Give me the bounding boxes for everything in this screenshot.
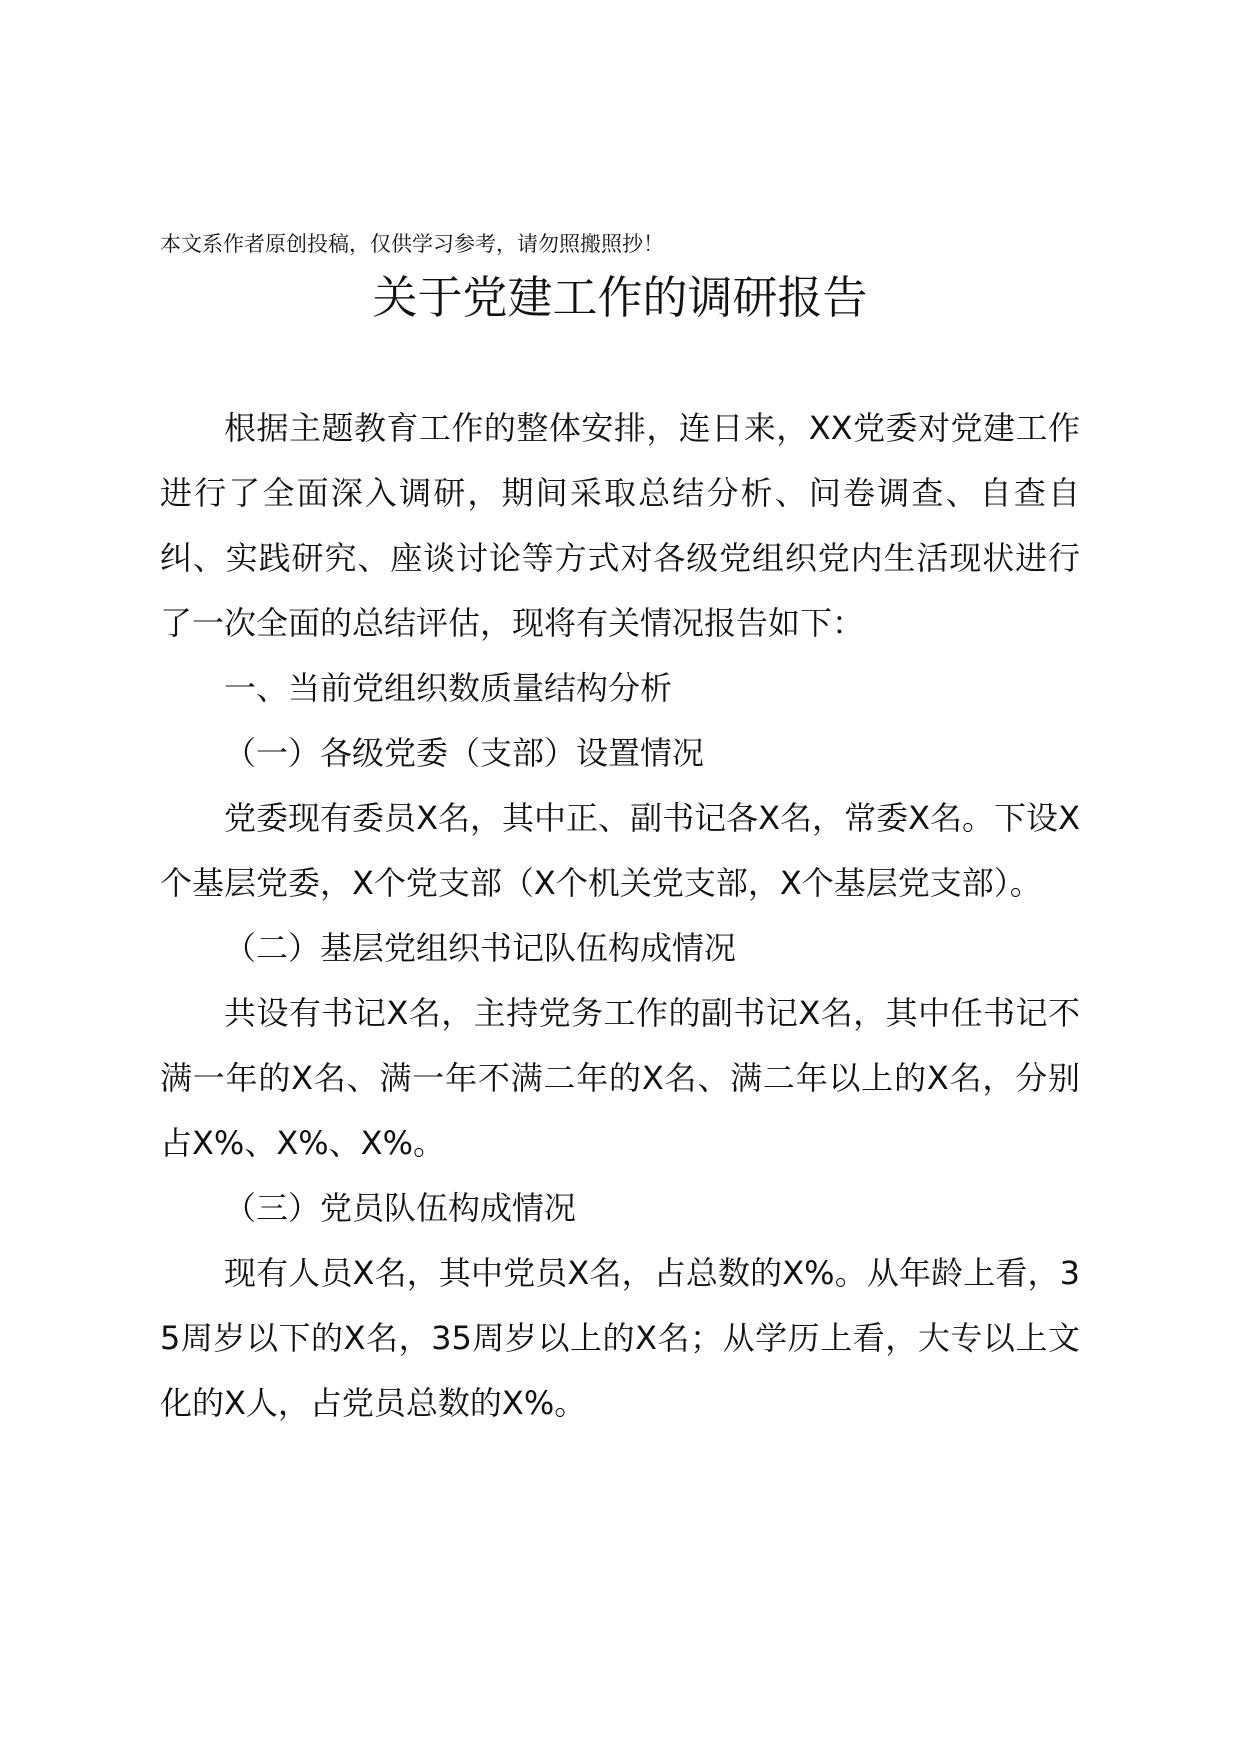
- document-title: 关于党建工作的调研报告: [372, 271, 868, 324]
- subsection-paragraph-1: 党委现有委员X名，其中正、副书记各X名，常委X名。下设X个基层党委，X个党支部（X个机关党支部，X个基层党支部）。: [160, 799, 1080, 902]
- subsection-heading-1: （一）各级党委（支部）设置情况: [224, 734, 705, 772]
- subsection-heading-3: （三）党员队伍构成情况: [224, 1189, 577, 1227]
- document-body: [160, 396, 1080, 1436]
- copyright-notice: 本文系作者原创投稿，仅供学习参考，请勿照搬照抄！: [160, 232, 664, 256]
- intro-paragraph: 根据主题教育工作的整体安排，连日来，XX党委对党建工作进行了全面深入调研，期间采取总结分析、问卷调查、自查自纠、实践研究、座谈讨论等方式对各级党组织党内生活现状进行了一次全面的总结评估，现将有关情况报告如下：: [160, 409, 1080, 642]
- section-heading-1: 一、当前党组织数质量结构分析: [224, 669, 673, 707]
- subsection-paragraph-3: 现有人员X名，其中党员X名，占总数的X%。从年龄上看，35周岁以下的X名，35周岁以上的X名；从学历上看，大专以上文化的X人，占党员总数的X%。: [160, 1254, 1080, 1422]
- subsection-heading-2: （二）基层党组织书记队伍构成情况: [224, 929, 737, 967]
- subsection-paragraph-2: 共设有书记X名，主持党务工作的副书记X名，其中任书记不满一年的X名、满一年不满二年的X名、满二年以上的X名，分别占X%、X%、X%。: [160, 994, 1080, 1162]
